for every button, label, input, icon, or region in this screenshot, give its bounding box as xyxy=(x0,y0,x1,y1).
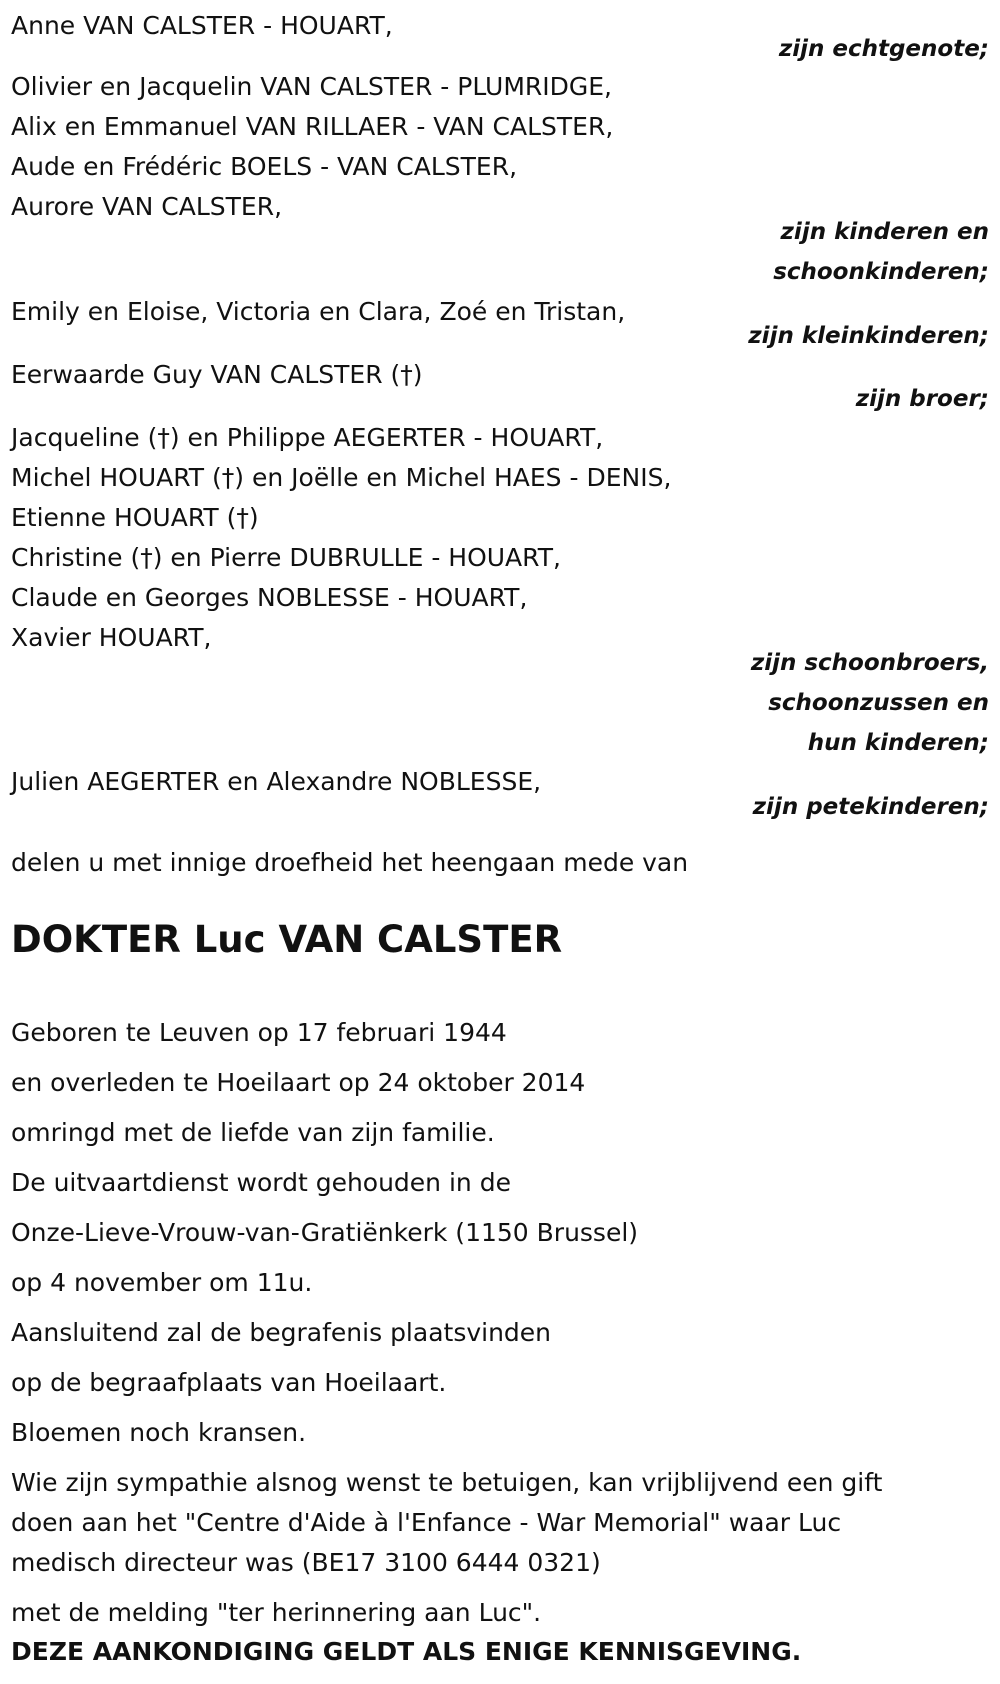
inlaw-line: Jacqueline (†) en Philippe AEGERTER - HOUART, xyxy=(11,423,604,452)
child-line: Alix en Emmanuel VAN RILLAER - VAN CALSTER, xyxy=(11,112,614,141)
body-line: Geboren te Leuven op 17 februari 1944 xyxy=(11,1018,507,1047)
godchildren-relation: zijn petekinderen; xyxy=(752,794,989,820)
inlaw-line: Xavier HOUART, xyxy=(11,623,212,652)
body-line: op de begraafplaats van Hoeilaart. xyxy=(11,1368,447,1397)
body-line: omringd met de liefde van zijn familie. xyxy=(11,1118,495,1147)
body-line: Bloemen noch kransen. xyxy=(11,1418,307,1447)
final-notice: DEZE AANKONDIGING GELDT ALS ENIGE KENNISGEVING. xyxy=(11,1637,802,1666)
body-line: en overleden te Hoeilaart op 24 oktober 2014 xyxy=(11,1068,586,1097)
inlaws-relation-line: zijn schoonbroers, xyxy=(750,650,989,676)
mention-text: met de melding "ter herinnering aan Luc". xyxy=(11,1598,542,1627)
deceased-name: DOKTER Luc VAN CALSTER xyxy=(11,918,563,961)
body-line: Aansluitend zal de begrafenis plaatsvinden xyxy=(11,1318,552,1347)
child-line: Olivier en Jacquelin VAN CALSTER - PLUMRIDGE, xyxy=(11,72,613,101)
child-line: Aude en Frédéric BOELS - VAN CALSTER, xyxy=(11,152,518,181)
godchildren-names: Julien AEGERTER en Alexandre NOBLESSE, xyxy=(11,767,542,796)
donation-line: Wie zijn sympathie alsnog wenst te betuigen, kan vrijblijvend een gift xyxy=(11,1468,883,1497)
spouse-relation: zijn echtgenote; xyxy=(778,36,989,62)
brother-name: Eerwaarde Guy VAN CALSTER (†) xyxy=(11,360,423,389)
inlaw-line: Christine (†) en Pierre DUBRULLE - HOUART, xyxy=(11,543,561,572)
body-line: Onze-Lieve-Vrouw-van-Gratiënkerk (1150 Brussel) xyxy=(11,1218,639,1247)
inlaw-line: Etienne HOUART (†) xyxy=(11,503,259,532)
inlaw-line: Michel HOUART (†) en Joëlle en Michel HAES - DENIS, xyxy=(11,463,672,492)
grandchildren-names: Emily en Eloise, Victoria en Clara, Zoé en Tristan, xyxy=(11,297,626,326)
brother-relation: zijn broer; xyxy=(855,386,989,412)
children-relation-line: zijn kinderen en xyxy=(780,219,989,245)
intro-text: delen u met innige droefheid het heengaan mede van xyxy=(11,848,689,877)
body-line: op 4 november om 11u. xyxy=(11,1268,313,1297)
grandchildren-relation: zijn kleinkinderen; xyxy=(748,323,989,349)
spouse-name: Anne VAN CALSTER - HOUART, xyxy=(11,11,393,40)
children-relation-line: schoonkinderen; xyxy=(773,259,989,285)
inlaw-line: Claude en Georges NOBLESSE - HOUART, xyxy=(11,583,528,612)
body-line: De uitvaartdienst wordt gehouden in de xyxy=(11,1168,511,1197)
inlaws-relation-line: schoonzussen en xyxy=(768,690,989,716)
inlaws-relation-line: hun kinderen; xyxy=(807,730,989,756)
donation-line: medisch directeur was (BE17 3100 6444 0321) xyxy=(11,1548,601,1577)
child-line: Aurore VAN CALSTER, xyxy=(11,192,283,221)
donation-line: doen aan het "Centre d'Aide à l'Enfance - War Memorial" waar Luc xyxy=(11,1508,842,1537)
